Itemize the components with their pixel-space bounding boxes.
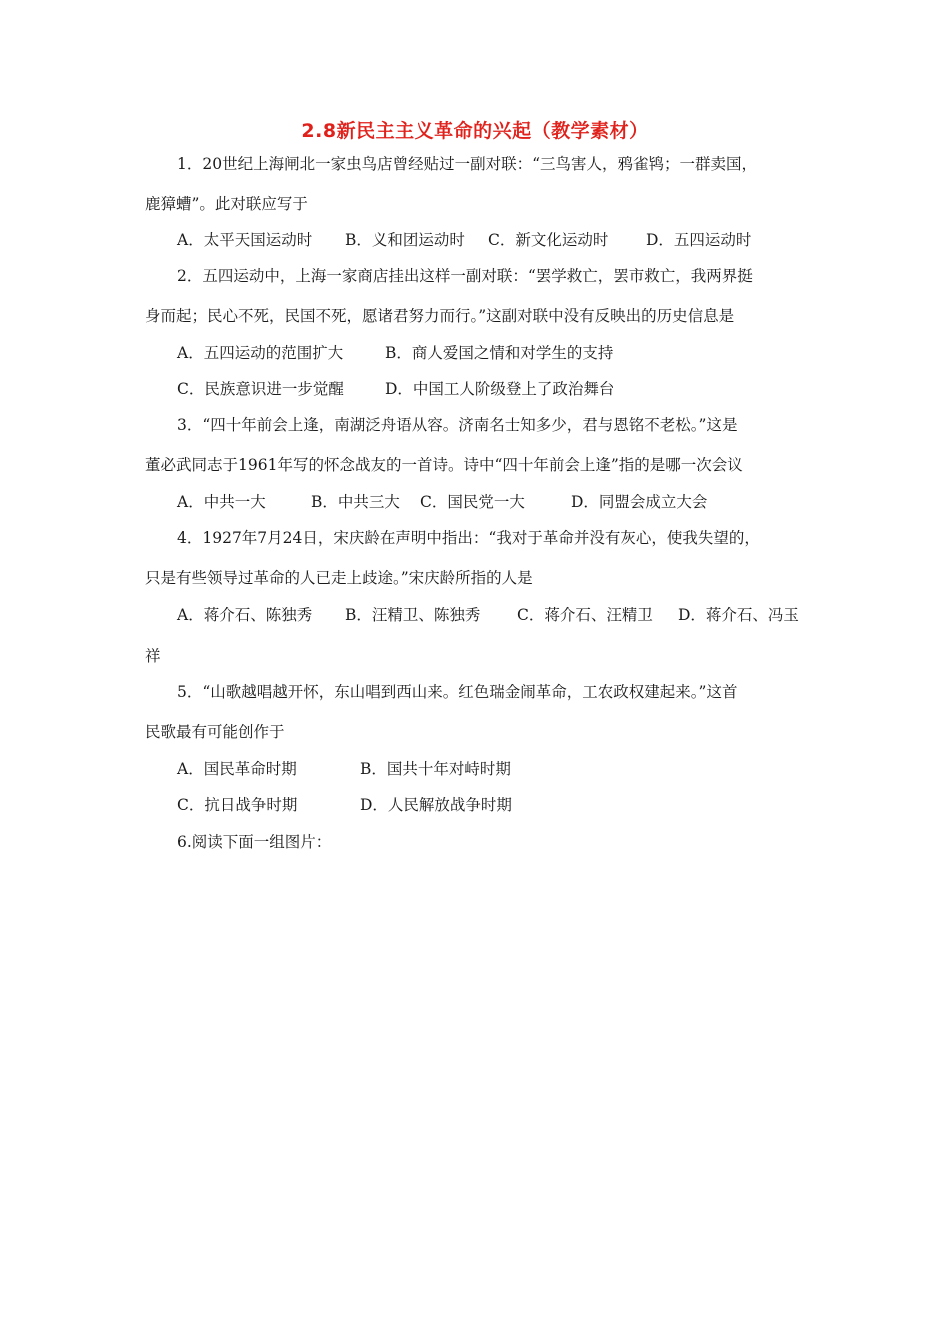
question-2-option-c: C．民族意识进一步觉醒 (177, 380, 344, 398)
question-4-option-a: A．蒋介石、陈独秀 (177, 606, 313, 624)
question-5-line-2: 民歌最有可能创作于 (145, 723, 285, 741)
question-4-option-d: D．蒋介石、冯玉 (678, 606, 799, 624)
question-3-line-2: 董必武同志于1961年写的怀念战友的一首诗。诗中“四十年前会上逢”指的是哪一次会议 (145, 456, 743, 474)
question-6-line-1: 6.阅读下面一组图片： (177, 833, 332, 851)
question-4-option-b: B．汪精卫、陈独秀 (345, 606, 481, 624)
question-3-option-a: A．中共一大 (177, 493, 266, 511)
question-5-line-1: 5．“山歌越唱越开怀，东山唱到西山来。红色瑞金闹革命，工农政权建起来。”这首 (177, 683, 738, 701)
question-4-option-c: C．蒋介石、汪精卫 (517, 606, 653, 624)
question-3-option-d: D．同盟会成立大会 (571, 493, 708, 511)
question-1-option-a: A．太平天国运动时 (177, 231, 313, 249)
question-1-option-b: B．义和团运动时 (345, 231, 465, 249)
question-1-line-2: 鹿獐螬”。此对联应写于 (145, 195, 308, 213)
document-title: 2.8新民主主义革命的兴起（教学素材） (301, 120, 649, 142)
question-5-option-d: D．人民解放战争时期 (360, 796, 512, 814)
question-5-option-c: C．抗日战争时期 (177, 796, 298, 814)
question-5-option-a: A．国民革命时期 (177, 760, 297, 778)
question-1-line-1: 1．20世纪上海闸北一家虫鸟店曾经贴过一副对联：“三鸟害人，鸦雀鸨；一群卖国， (177, 155, 758, 173)
question-3-option-c: C．国民党一大 (420, 493, 525, 511)
question-1-option-c: C．新文化运动时 (488, 231, 609, 249)
question-2-option-b: B．商人爱国之情和对学生的支持 (385, 344, 614, 362)
question-2-line-2: 身而起；民心不死，民国不死，愿诸君努力而行。”这副对联中没有反映出的历史信息是 (145, 307, 735, 325)
question-3-option-b: B．中共三大 (311, 493, 400, 511)
question-3-line-1: 3．“四十年前会上逢，南湖泛舟语从容。济南名士知多少，君与恩铭不老松。”这是 (177, 416, 738, 434)
question-4-option-d-wrap: 祥 (145, 647, 161, 665)
question-4-line-2: 只是有些领导过革命的人已走上歧途。”宋庆龄所指的人是 (145, 569, 533, 587)
question-1-option-d: D．五四运动时 (646, 231, 752, 249)
question-2-line-1: 2．五四运动中，上海一家商店挂出这样一副对联：“罢学救亡，罢市救亡，我两界挺 (177, 267, 753, 285)
question-5-option-b: B．国共十年对峙时期 (360, 760, 511, 778)
question-2-option-a: A．五四运动的范围扩大 (177, 344, 344, 362)
question-4-line-1: 4．1927年7月24日，宋庆龄在声明中指出：“我对于革命并没有灰心，使我失望的， (177, 529, 760, 547)
question-2-option-d: D．中国工人阶级登上了政治舞台 (385, 380, 615, 398)
